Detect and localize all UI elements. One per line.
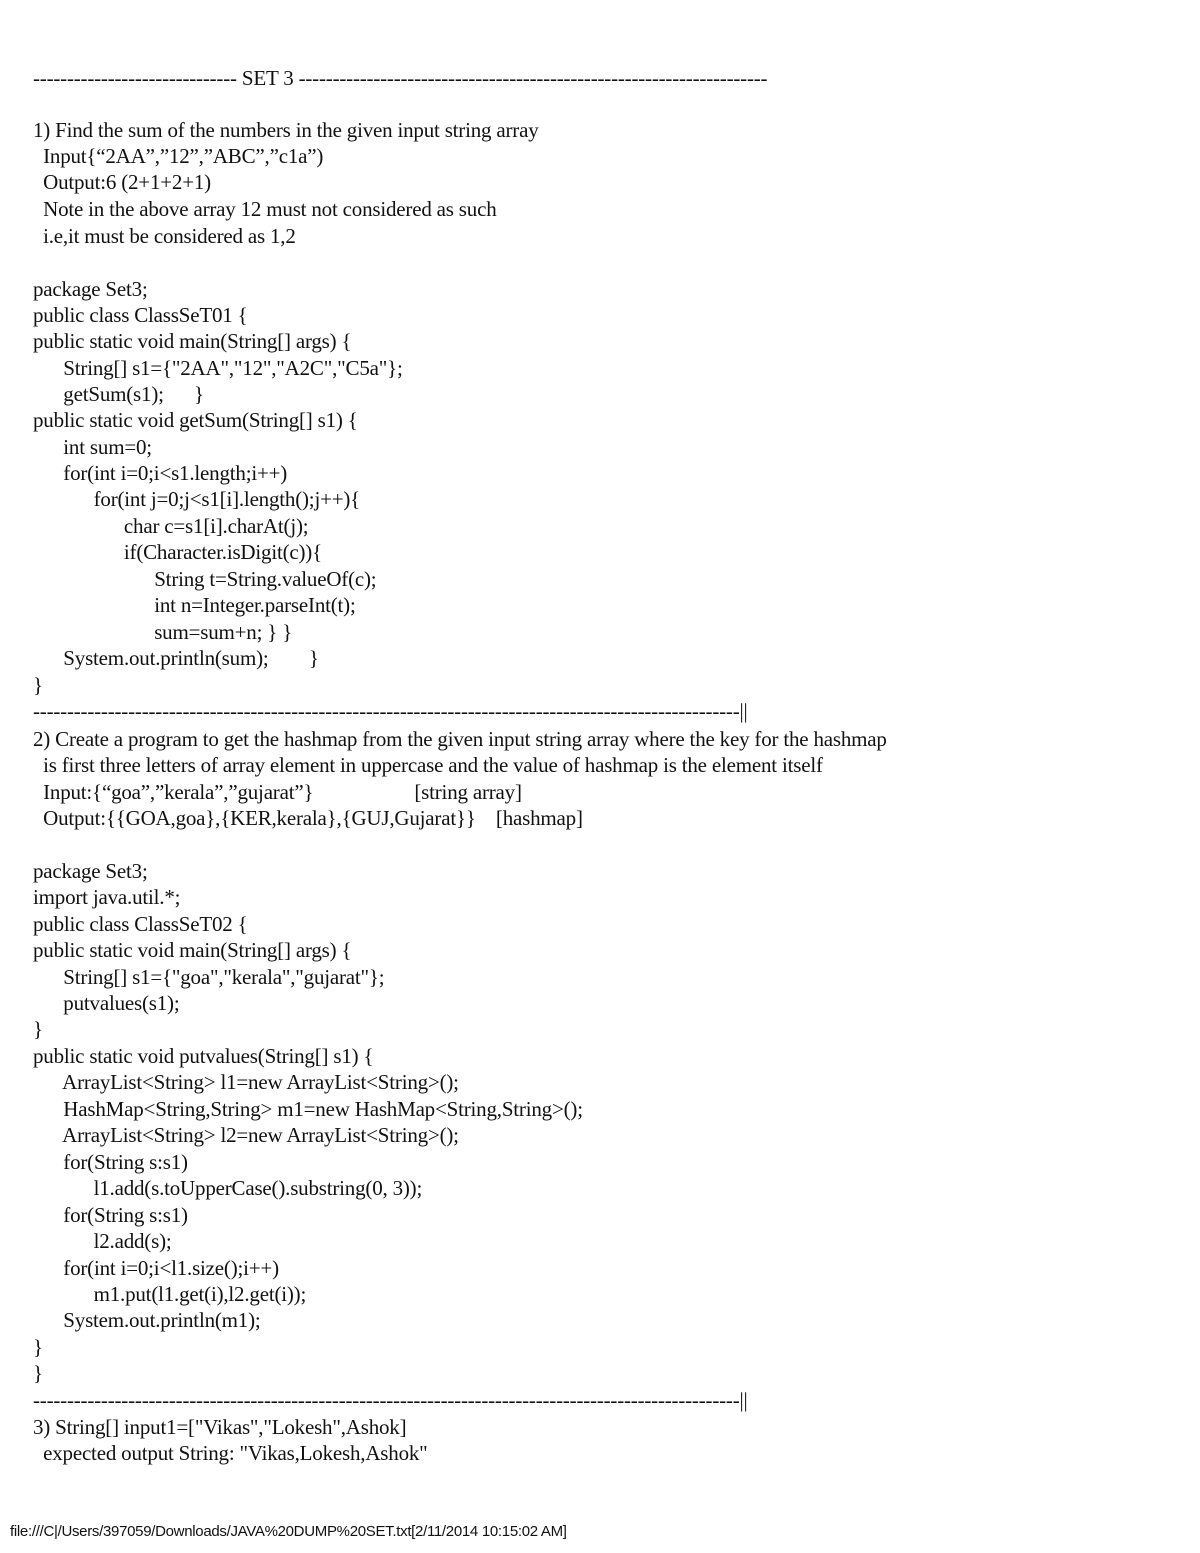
q2-output: Output:{{GOA,goa},{KER,kerala},{GUJ,Gujarat}} [hashmap]: [33, 806, 583, 830]
set-header-rule: ------------------------------ SET 3 ---------------------------------------------------------------------: [33, 66, 768, 90]
q1-note-line-2: i.e,it must be considered as 1,2: [33, 224, 296, 248]
code2-line: for(String s:s1): [33, 1150, 188, 1174]
q1-input: Input{“2AA”,”12”,”ABC”,”c1a”): [33, 144, 324, 168]
code1-line: int n=Integer.parseInt(t);: [33, 593, 356, 617]
page-footer-path: file:///C|/Users/397059/Downloads/JAVA%20DUMP%20SET.txt[2/11/2014 10:15:02 AM]: [10, 1523, 567, 1540]
code1-line: public static void getSum(String[] s1) {: [33, 408, 358, 432]
code2-line: l2.add(s);: [33, 1229, 172, 1253]
code2-line: public class ClassSeT02 {: [33, 912, 248, 936]
q2-input: Input:{“goa”,”kerala”,”gujarat”} [string array]: [33, 780, 522, 804]
code1-line: if(Character.isDigit(c)){: [33, 540, 322, 564]
code2-line: m1.put(l1.get(i),l2.get(i));: [33, 1282, 307, 1306]
code2-line: }: [33, 1335, 43, 1359]
code2-line: ArrayList<String> l2=new ArrayList<String>();: [33, 1123, 459, 1147]
code2-line: l1.add(s.toUpperCase().substring(0, 3));: [33, 1176, 423, 1200]
q2-title: 2) Create a program to get the hashmap from the given input string array where the key for the hashmap: [33, 727, 887, 751]
code1-line: char c=s1[i].charAt(j);: [33, 514, 309, 538]
q1-output: Output:6 (2+1+2+1): [33, 170, 211, 194]
code2-line: for(int i=0;i<l1.size();i++): [33, 1256, 279, 1280]
code1-line: sum=sum+n; } }: [33, 620, 293, 644]
code2-line: putvalues(s1);: [33, 991, 180, 1015]
code1-line: String[] s1={"2AA","12","A2C","C5a"};: [33, 356, 403, 380]
code2-line: ArrayList<String> l1=new ArrayList<String>();: [33, 1070, 459, 1094]
separator-rule: --------------------------------------------------------------------------------------------------------||: [33, 1388, 748, 1412]
code1-line: int sum=0;: [33, 435, 152, 459]
code2-line: public static void main(String[] args) {: [33, 938, 352, 962]
q3-expected-output: expected output String: "Vikas,Lokesh,Ashok": [33, 1441, 428, 1465]
code2-line: package Set3;: [33, 859, 148, 883]
code2-line: HashMap<String,String> m1=new HashMap<String,String>();: [33, 1097, 583, 1121]
code1-line: package Set3;: [33, 277, 148, 301]
code1-line: }: [33, 673, 43, 697]
code1-line: public static void main(String[] args) {: [33, 329, 352, 353]
q1-note-line-1: Note in the above array 12 must not considered as such: [33, 197, 497, 221]
code2-line: System.out.println(m1);: [33, 1308, 261, 1332]
code1-line: String t=String.valueOf(c);: [33, 567, 377, 591]
code1-line: System.out.println(sum); }: [33, 646, 319, 670]
code2-line: for(String s:s1): [33, 1203, 188, 1227]
code2-line: }: [33, 1017, 43, 1041]
code1-line: public class ClassSeT01 {: [33, 303, 248, 327]
separator-rule: --------------------------------------------------------------------------------------------------------||: [33, 699, 748, 723]
code1-line: for(int i=0;i<s1.length;i++): [33, 461, 288, 485]
code2-line: }: [33, 1361, 43, 1385]
code2-line: String[] s1={"goa","kerala","gujarat"};: [33, 965, 385, 989]
q3-title: 3) String[] input1=["Vikas","Lokesh",Ashok]: [33, 1415, 407, 1439]
code2-line: import java.util.*;: [33, 885, 181, 909]
code2-line: public static void putvalues(String[] s1) {: [33, 1044, 374, 1068]
code1-line: for(int j=0;j<s1[i].length();j++){: [33, 487, 361, 511]
q2-title-continued: is first three letters of array element in uppercase and the value of hashmap is the element itself: [33, 753, 823, 777]
code1-line: getSum(s1); }: [33, 382, 204, 406]
q1-title: 1) Find the sum of the numbers in the given input string array: [33, 118, 539, 142]
